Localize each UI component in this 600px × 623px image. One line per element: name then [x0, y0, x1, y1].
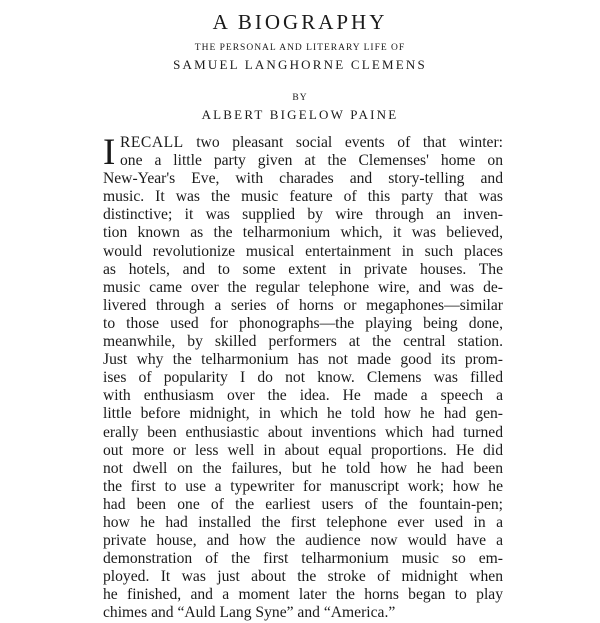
- text-line: to those used for phonographs—the playing being done,: [103, 314, 503, 332]
- text-line: ployed. It was just about the stroke of midnight when: [103, 568, 503, 586]
- text-line: chimes and “Auld Lang Syne” and “America.”: [103, 604, 396, 622]
- article-body: [103, 134, 503, 623]
- text-line: music came over the regular telephone wire, and was de-: [103, 278, 503, 296]
- text-line: would revolutionize musical entertainment in such places: [103, 242, 503, 260]
- text-line: meanwhile, by skilled performers at the central station.: [103, 333, 503, 351]
- subject-name: SAMUEL LANGHORNE CLEMENS: [173, 57, 427, 72]
- text-line: he finished, and a moment later the horns began to play: [103, 586, 503, 604]
- text-line: private house, and how the audience now would have a: [103, 532, 503, 550]
- page-title: A BIOGRAPHY: [212, 10, 388, 34]
- text-line: one a little party given at the Clemenses' home on: [120, 152, 503, 170]
- text-line: livered through a series of horns or megaphones—similar: [103, 296, 503, 314]
- text-line: demonstration of the first telharmonium music so em-: [103, 550, 503, 568]
- text-line: erally been enthusiastic about inventions which had turned: [103, 423, 503, 441]
- opening-word: RECALL: [120, 134, 184, 151]
- drop-cap: I: [103, 132, 116, 173]
- text-line: ises of popularity I do not know. Clemens was filled: [103, 369, 503, 387]
- text-line-rest: two pleasant social events of that winter:: [183, 134, 503, 151]
- text-line: as hotels, and to some extent in private houses. The: [103, 260, 503, 278]
- text-line: Just why the telharmonium has not made good its prom-: [103, 351, 503, 369]
- text-line: tion known as the telharmonium which, it was believed,: [103, 224, 503, 242]
- byline-by: BY: [292, 93, 308, 103]
- text-line: music. It was the music feature of this party that was: [103, 188, 503, 206]
- text-line: the first to use a typewriter for manuscript work; how he: [103, 477, 503, 495]
- text-line: distinctive; it was supplied by wire through an inven-: [103, 206, 503, 224]
- text-line: New-Year's Eve, with charades and story-telling and: [103, 170, 503, 188]
- text-line: little before midnight, in which he told how he had gen-: [103, 405, 503, 423]
- text-line: with enthusiasm over the idea. He made a speech a: [103, 387, 503, 405]
- text-line: [103, 134, 503, 152]
- author-name: ALBERT BIGELOW PAINE: [201, 107, 399, 122]
- subtitle-kicker: THE PERSONAL AND LITERARY LIFE OF: [194, 43, 406, 53]
- text-line: had been one of the earliest users of the fountain-pen;: [103, 495, 503, 513]
- text-line: not dwell on the failures, but he told how he had been: [103, 459, 503, 477]
- text-line: how he had installed the first telephone ever used in a: [103, 513, 503, 531]
- text-line: out more or less well in about equal proportions. He did: [103, 441, 503, 459]
